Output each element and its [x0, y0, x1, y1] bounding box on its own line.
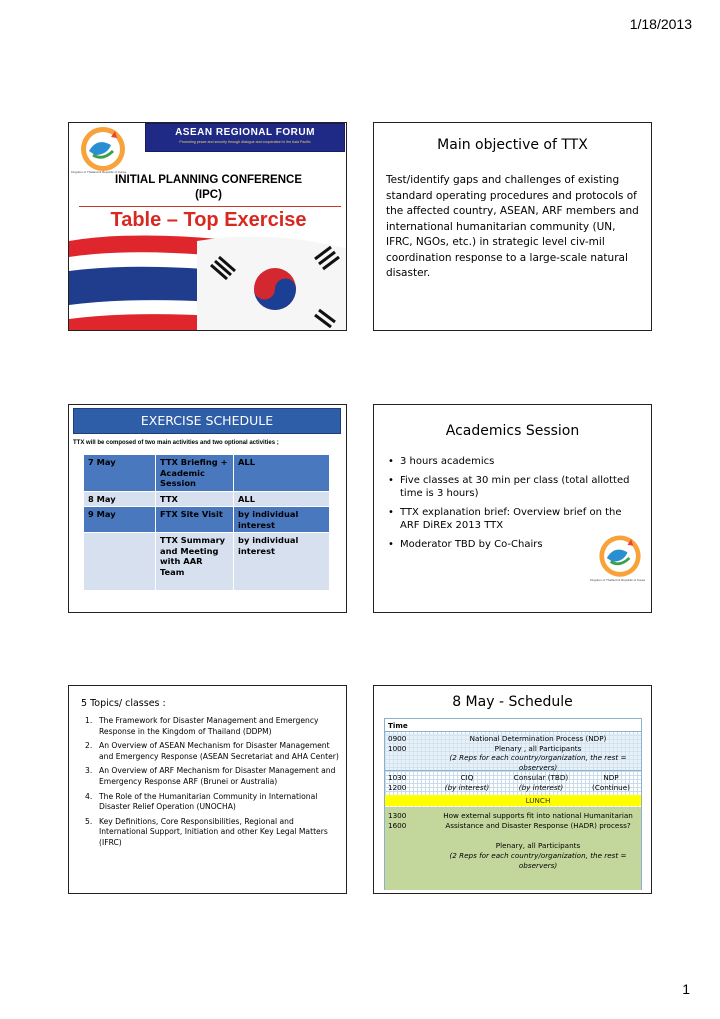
time-header-row: [385, 719, 641, 732]
item-number: 1.: [85, 716, 93, 725]
logo-caption: Kingdom of Thailand & Republic of Korea: [590, 578, 645, 582]
table-row: [84, 491, 330, 507]
reps-note: (2 Reps for each country/organization, the rest = observers): [449, 753, 627, 772]
banner-tagline: Promoting peace and security through dialogue and cooperation in the Asia Pacific: [179, 140, 311, 144]
time-0900: 0900: [388, 734, 407, 743]
row-activity: TTX: [156, 491, 234, 507]
print-date: 1/18/2013: [629, 16, 692, 32]
lunch-label: LUNCH: [525, 796, 551, 805]
exercise-title: Table – Top Exercise: [110, 209, 307, 231]
row-participants: by individual interest: [234, 507, 330, 533]
ciq-note: (by interest): [444, 783, 490, 792]
event-logo-icon: [71, 125, 135, 175]
slide-8-may-schedule: [373, 685, 652, 894]
ndp-note: (Continue): [592, 783, 630, 792]
row-date: 9 May: [84, 507, 156, 533]
conference-line-1: INITIAL PLANNING CONFERENCE: [115, 174, 302, 186]
thailand-flag-icon: [69, 235, 219, 331]
list-item: [79, 817, 341, 849]
item-text: Key Definitions, Core Responsibilities, Regional and International Support, Initiation and other Key Legal Matters (IFRC): [99, 816, 328, 847]
afternoon-session: How external supports fit into national Humanitarian Assistance and Disaster Response (HADR) process?: [443, 811, 633, 830]
consular-note: (by interest): [518, 783, 564, 792]
schedule-table: [83, 454, 330, 591]
slide-exercise-schedule: [68, 404, 347, 613]
row-activity: TTX Summary and Meeting with AAR Team: [156, 533, 234, 591]
item-text: An Overview of ASEAN Mechanism for Disaster Management and Emergency Response (ASEAN Secretariat and AHA Center): [99, 741, 339, 761]
item-number: 5.: [85, 816, 93, 826]
event-logo-icon: [590, 533, 650, 581]
list-item: [79, 766, 341, 787]
row-participants: ALL: [234, 491, 330, 507]
slide-title: 8 May - Schedule: [452, 694, 573, 710]
item-number: 3.: [85, 766, 93, 776]
row-activity: TTX Briefing + Academic Session: [156, 455, 234, 492]
logo-caption: Kingdom of Thailand & Republic of Korea: [71, 170, 126, 174]
arf-banner: [145, 123, 345, 152]
objective-text: Test/identify gaps and challenges of existing standard operating procedures and protocols of the affected country, ASEAN, ARF members and international humanitarian community (UN, IFRC, NGOs, etc.) in strategic level civ-mil coordination response to a large-scale natural disaster.: [386, 174, 639, 279]
row-date: 8 May: [84, 491, 156, 507]
conference-title: [69, 173, 347, 203]
list-item: • TTX explanation brief: Overview brief on the ARF DiREx 2013 TTX: [388, 506, 640, 533]
ciq-label: CIQ: [460, 773, 474, 782]
slide-objective: [373, 122, 652, 331]
time-1200: 1200: [388, 783, 407, 792]
item-text: The Framework for Disaster Management and Emergency Response in the Kingdom of Thailand (DDPM): [99, 716, 319, 736]
flags-image: [69, 231, 347, 331]
slide-academics: [373, 404, 652, 613]
table-row: [84, 455, 330, 492]
schedule-header: EXERCISE SCHEDULE: [73, 408, 341, 434]
page-number: 1: [682, 981, 690, 997]
item-text: An Overview of ARF Mechanism for Disaster Management and Emergency Response ARF (Brunei or Australia): [99, 766, 336, 786]
item-number: 4.: [85, 791, 93, 801]
slide-title: Main objective of TTX: [437, 137, 588, 153]
slide-title: [68, 122, 347, 331]
list-item: [79, 716, 341, 737]
slide-title: Academics Session: [445, 423, 580, 439]
afternoon-note: (2 Reps for each country/organization, the rest = observers): [449, 851, 627, 870]
item-number: 2.: [85, 741, 93, 751]
table-row: [84, 507, 330, 533]
plenary-all: Plenary , all Participants: [494, 744, 582, 753]
list-item: • 3 hours academics: [388, 455, 640, 469]
conference-line-2: (IPC): [195, 189, 222, 201]
korea-flag-icon: [197, 237, 347, 332]
row-activity: FTX Site Visit: [156, 507, 234, 533]
schedule-subtitle: TTX will be composed of two main activities and two optional activities ;: [73, 440, 279, 446]
time-header: Time: [388, 721, 408, 730]
ndp-process: National Determination Process (NDP): [469, 734, 607, 743]
slide-title: 5 Topics/ classes :: [81, 698, 166, 709]
topics-list: [79, 716, 341, 853]
afternoon-plenary: Plenary, all Participants: [495, 841, 581, 850]
row-participants: by individual interest: [234, 533, 330, 591]
list-item: • Five classes at 30 min per class (total allotted time is 3 hours): [388, 474, 640, 501]
banner-title: ASEAN REGIONAL FORUM: [175, 127, 315, 138]
consular-label: Consular (TBD): [513, 773, 569, 782]
divider: [79, 206, 341, 207]
schedule-grid: [384, 718, 642, 890]
item-text: The Role of the Humanitarian Community in International Disaster Relief Operation (UNOCHA): [99, 791, 318, 812]
time-1000: 1000: [388, 744, 407, 753]
row-date: [84, 533, 156, 591]
ndp-label: NDP: [603, 773, 619, 782]
time-1300: 1300: [388, 811, 407, 820]
list-item: [79, 741, 341, 762]
list-item: • Moderator TBD by Co-Chairs: [388, 538, 640, 552]
table-row: [84, 533, 330, 591]
list-item: [79, 792, 341, 813]
row-participants: ALL: [234, 455, 330, 492]
row-date: 7 May: [84, 455, 156, 492]
time-1600: 1600: [388, 821, 407, 830]
slide-topics: [68, 685, 347, 894]
time-1030: 1030: [388, 773, 407, 782]
